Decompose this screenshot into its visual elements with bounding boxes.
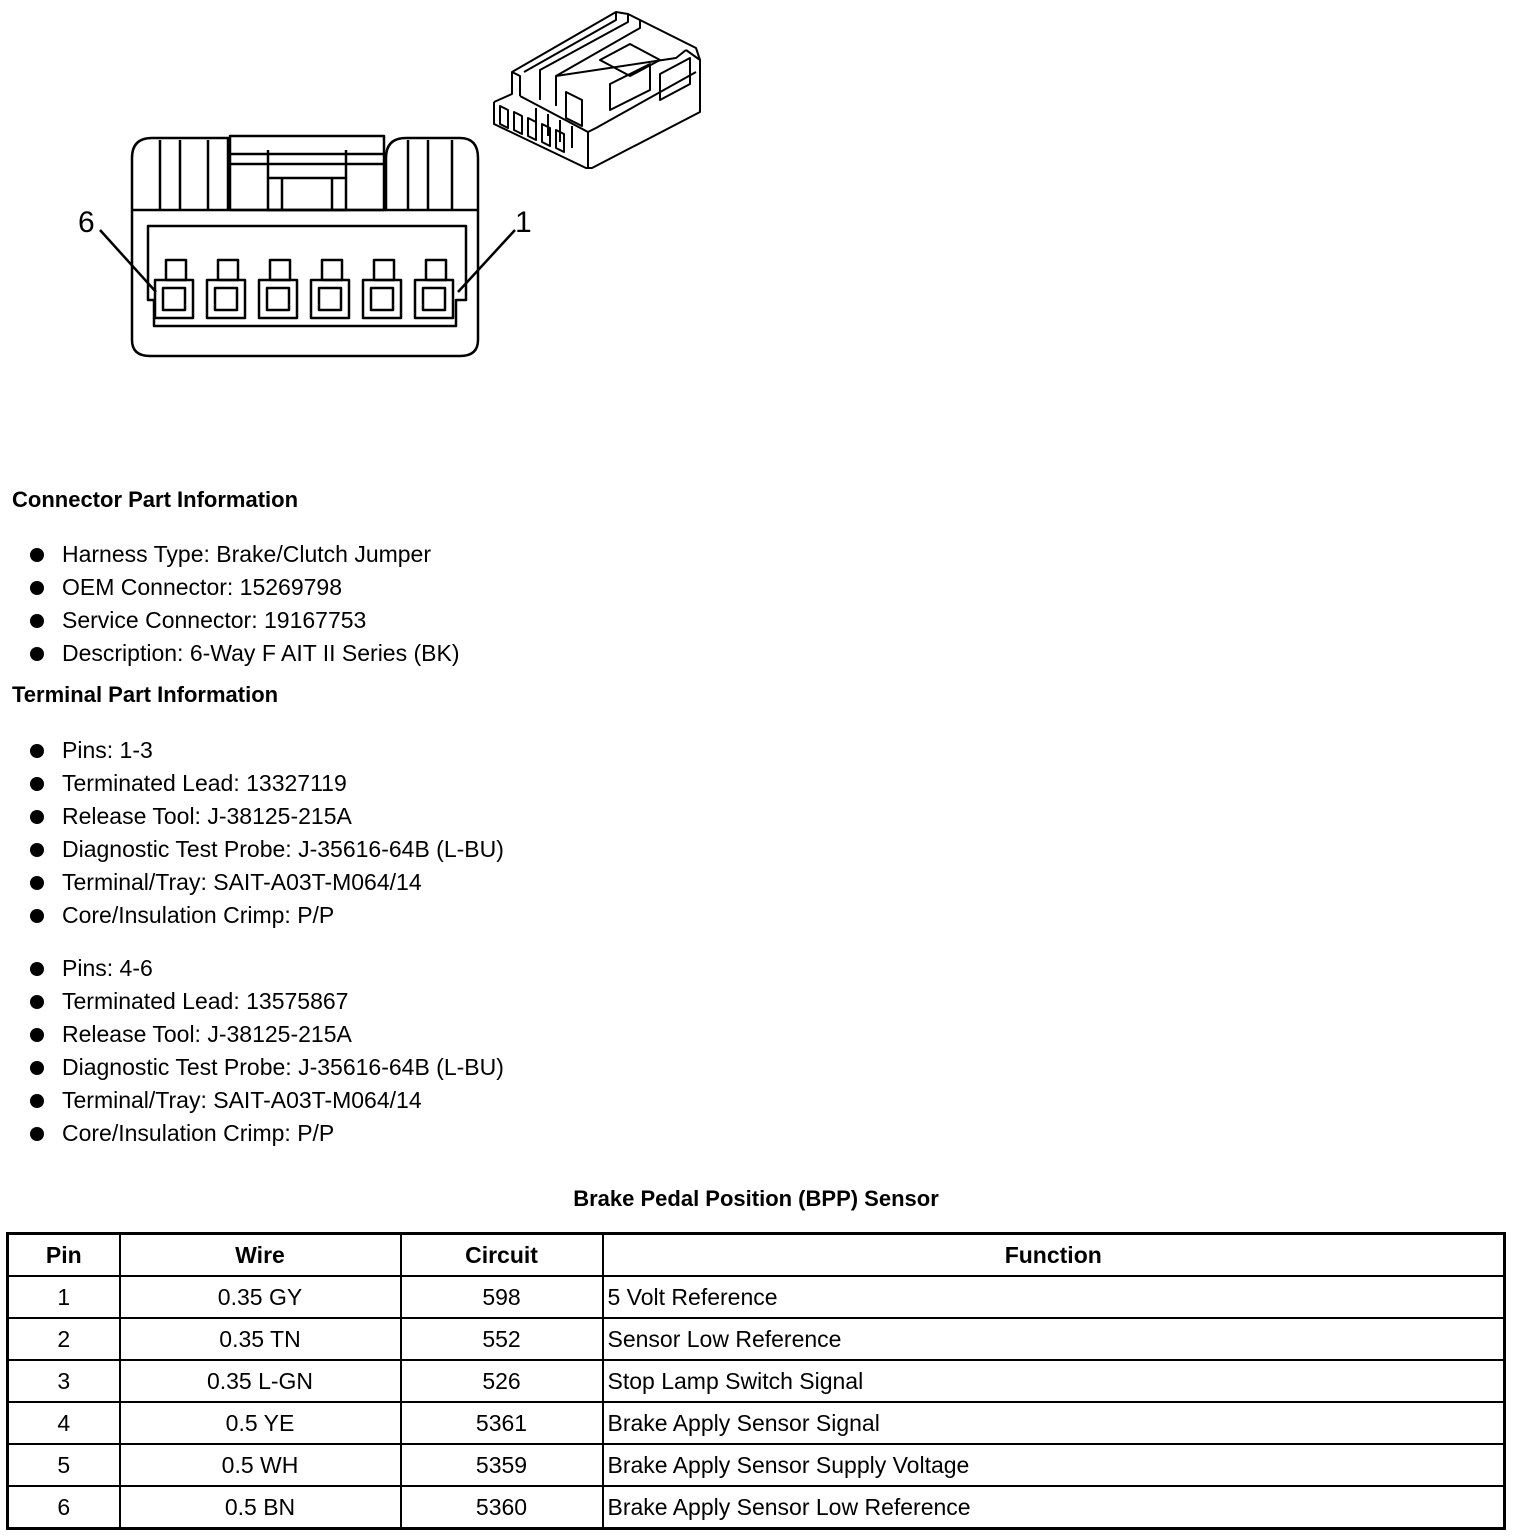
bullet-icon — [30, 581, 44, 595]
list-item: OEM Connector: 15269798 — [30, 571, 460, 604]
terminal-info-list-2 — [30, 952, 504, 1150]
cell-wire: 0.5 BN — [120, 1486, 401, 1529]
list-item: Core/Insulation Crimp: P/P — [30, 899, 504, 932]
list-item: Terminal/Tray: SAIT-A03T-M064/14 — [30, 1084, 504, 1117]
bullet-icon — [30, 995, 44, 1009]
list-item: Service Connector: 19167753 — [30, 604, 460, 637]
cell-pin: 5 — [8, 1444, 120, 1486]
list-item: Terminal/Tray: SAIT-A03T-M064/14 — [30, 866, 504, 899]
cell-function: Sensor Low Reference — [603, 1318, 1505, 1360]
bullet-icon — [30, 1127, 44, 1141]
cell-pin: 4 — [8, 1402, 120, 1444]
terminal-info-heading: Terminal Part Information — [12, 682, 279, 707]
bullet-icon — [30, 614, 44, 628]
list-item: Release Tool: J-38125-215A — [30, 800, 504, 833]
cell-wire: 0.5 WH — [120, 1444, 401, 1486]
list-item: Harness Type: Brake/Clutch Jumper — [30, 538, 460, 571]
table-row — [8, 1444, 1505, 1486]
table-row — [8, 1318, 1505, 1360]
cell-circuit: 5361 — [401, 1402, 603, 1444]
pin-table — [6, 1232, 1506, 1530]
pin-label-1: 1 — [515, 206, 532, 239]
list-item: Description: 6-Way F AIT II Series (BK) — [30, 637, 460, 670]
connector-info-list — [30, 538, 460, 670]
list-item: Pins: 4-6 — [30, 952, 504, 985]
cell-circuit: 5359 — [401, 1444, 603, 1486]
col-header-wire: Wire — [120, 1234, 401, 1277]
bullet-icon — [30, 843, 44, 857]
bullet-icon — [30, 810, 44, 824]
bullet-icon — [30, 1028, 44, 1042]
bullet-icon — [30, 909, 44, 923]
list-item: Core/Insulation Crimp: P/P — [30, 1117, 504, 1150]
cell-function: Brake Apply Sensor Signal — [603, 1402, 1505, 1444]
cell-circuit: 5360 — [401, 1486, 603, 1529]
list-item: Diagnostic Test Probe: J-35616-64B (L-BU) — [30, 1051, 504, 1084]
cell-function: Stop Lamp Switch Signal — [603, 1360, 1505, 1402]
cell-function: Brake Apply Sensor Low Reference — [603, 1486, 1505, 1529]
bullet-icon — [30, 744, 44, 758]
bullet-icon — [30, 876, 44, 890]
cell-circuit: 552 — [401, 1318, 603, 1360]
cell-pin: 3 — [8, 1360, 120, 1402]
cell-wire: 0.35 TN — [120, 1318, 401, 1360]
list-item: Terminated Lead: 13327119 — [30, 767, 504, 800]
connector-diagram — [0, 0, 720, 380]
terminal-info-list-1 — [30, 734, 504, 932]
cell-wire: 0.35 L-GN — [120, 1360, 401, 1402]
cell-wire: 0.5 YE — [120, 1402, 401, 1444]
cell-wire: 0.35 GY — [120, 1276, 401, 1318]
cell-pin: 1 — [8, 1276, 120, 1318]
bullet-icon — [30, 777, 44, 791]
cell-function: Brake Apply Sensor Supply Voltage — [603, 1444, 1505, 1486]
bullet-icon — [30, 962, 44, 976]
cell-pin: 2 — [8, 1318, 120, 1360]
cell-pin: 6 — [8, 1486, 120, 1529]
cell-circuit: 526 — [401, 1360, 603, 1402]
table-row — [8, 1486, 1505, 1529]
table-header-row — [8, 1234, 1505, 1277]
table-row — [8, 1402, 1505, 1444]
list-item: Pins: 1-3 — [30, 734, 504, 767]
bullet-icon — [30, 1094, 44, 1108]
list-item: Release Tool: J-38125-215A — [30, 1018, 504, 1051]
col-header-function: Function — [603, 1234, 1505, 1277]
bullet-icon — [30, 647, 44, 661]
connector-info-heading: Connector Part Information — [12, 487, 299, 512]
list-item: Terminated Lead: 13575867 — [30, 985, 504, 1018]
cell-circuit: 598 — [401, 1276, 603, 1318]
col-header-pin: Pin — [8, 1234, 120, 1277]
col-header-circuit: Circuit — [401, 1234, 603, 1277]
cell-function: 5 Volt Reference — [603, 1276, 1505, 1318]
bullet-icon — [30, 548, 44, 562]
list-item: Diagnostic Test Probe: J-35616-64B (L-BU) — [30, 833, 504, 866]
table-title: Brake Pedal Position (BPP) Sensor — [573, 1186, 939, 1211]
table-row — [8, 1360, 1505, 1402]
bullet-icon — [30, 1061, 44, 1075]
pin-label-6: 6 — [78, 206, 95, 239]
table-row — [8, 1276, 1505, 1318]
